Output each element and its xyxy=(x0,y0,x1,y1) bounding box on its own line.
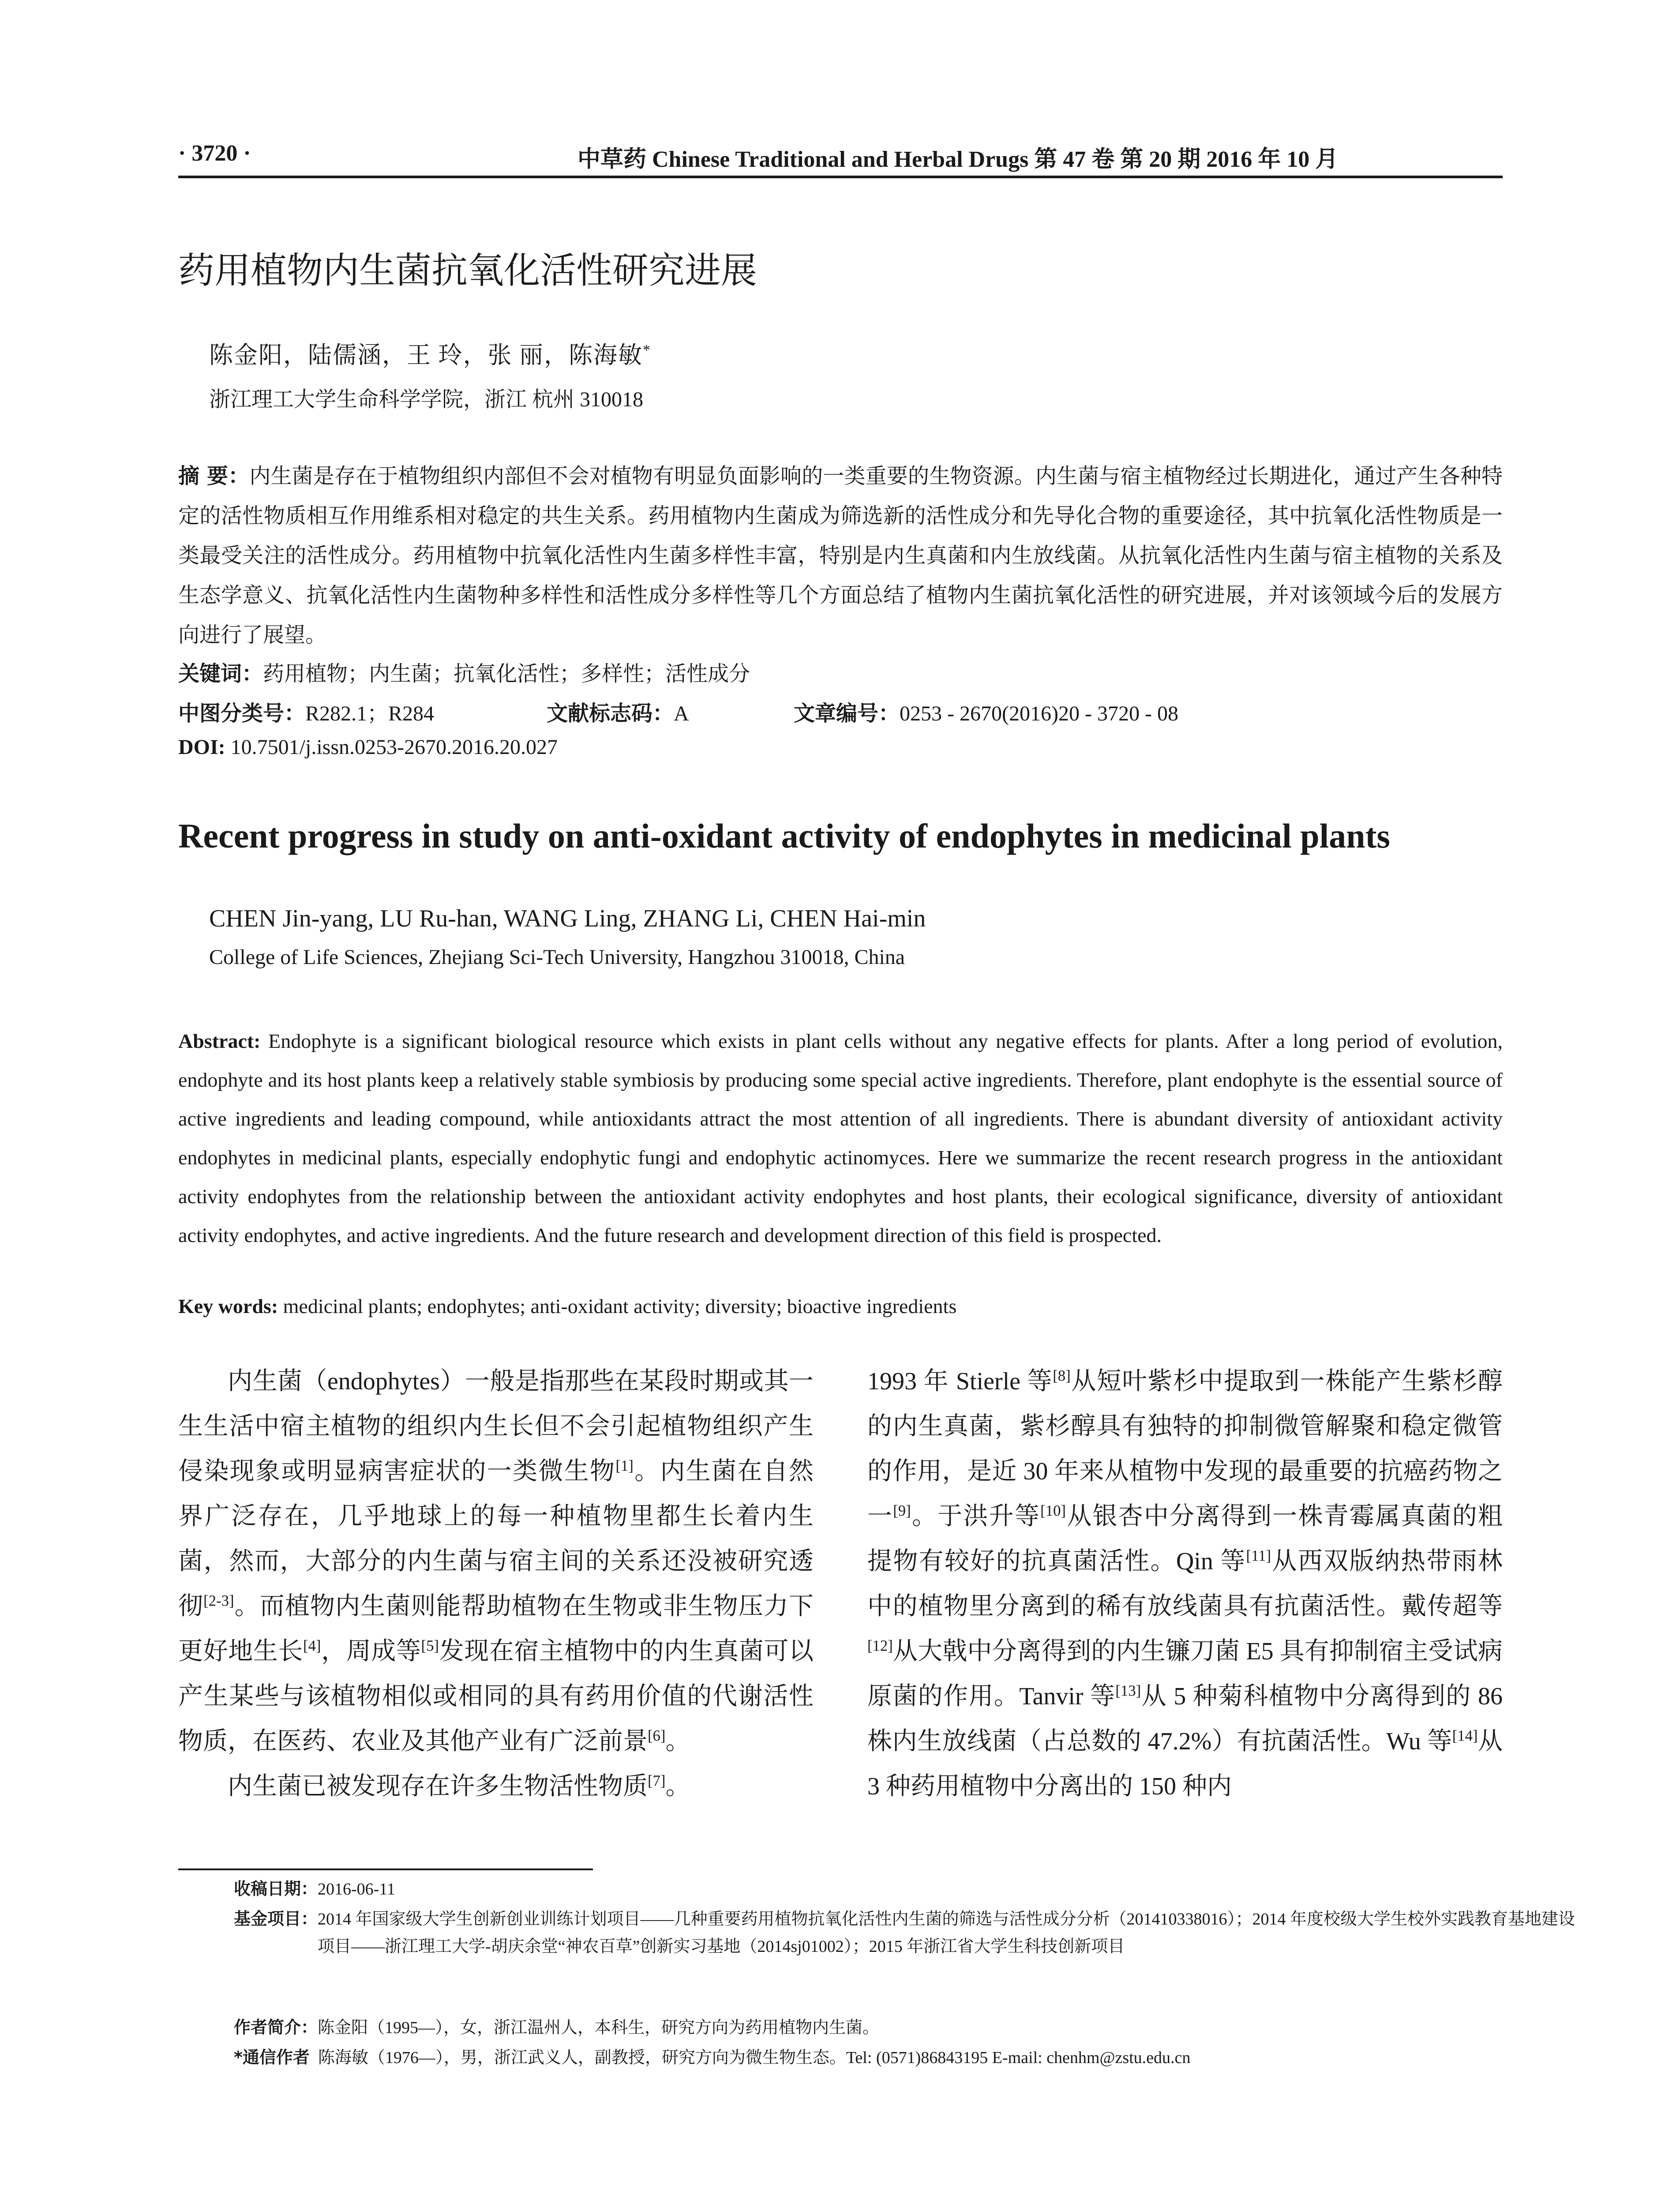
body-text: ，周成等 xyxy=(321,1638,421,1665)
author-bio-label: 作者简介： xyxy=(234,2018,318,2037)
corresponding-label: *通信作者 xyxy=(234,2048,310,2067)
keywords-cn-text: 药用植物；内生菌；抗氧化活性；多样性；活性成分 xyxy=(263,662,750,686)
clc-value: R282.1；R284 xyxy=(305,702,435,725)
doc-code-value: A xyxy=(674,702,689,725)
title-en: Recent progress in study on anti-oxidant activity of endophytes in medicinal plants xyxy=(178,817,1390,855)
fund-label: 基金项目： xyxy=(234,1909,318,1928)
body-text: 。 xyxy=(665,1728,690,1755)
body-text: 。而植物内生菌则能帮助植物在生物或非生物压力下更好地生长 xyxy=(178,1593,814,1665)
body-text: 从大戟中分离得到的内生镰刀菌 E5 具有抑制宿主受试病原菌的作用。Tanvir 等 xyxy=(867,1638,1503,1710)
author-bio-text: 陈金阳（1995—），女，浙江温州人，本科生，研究方向为药用植物内生菌。 xyxy=(318,2018,880,2037)
abstract-en xyxy=(178,1022,1503,1255)
doi-line xyxy=(178,735,558,759)
abstract-en-text: Endophyte is a significant biological resource which exists in plant cells without any negative effects for plants. After a long period of evolution, endophyte and its host plants keep a relatively stable symbiosis by producing some special active ingredients. Therefore, plant endophyte is the essential source of active ingredients and leading compound, while antioxidants attract the most attention of all ingredients. There is abundant diversity of antioxidant activity endophytes in medicinal plants, especially endophytic fungi and endophytic actinomyces. Here we summarize the recent research progress in the antioxidant activity endophytes from the relationship between the antioxidant activity endophytes and host plants, their ecological significance, diversity of antioxidant activity endophytes, and active ingredients. And the future research and development direction of this field is prospected. xyxy=(178,1030,1503,1246)
body-text: 从 3 种药用植物中分离出的 150 种内 xyxy=(867,1728,1503,1800)
body-text: 。 xyxy=(665,1773,690,1800)
keywords-cn-label: 关键词： xyxy=(178,661,263,686)
footnote-author xyxy=(234,2014,1504,2041)
body-text: 从短叶紫杉中提取到一株能产生紫杉醇的内生真菌，紫杉醇具有独特的抑制微管解聚和稳定微管的作用，是近 30 年来从植物中发现的最重要的抗癌药物之一 xyxy=(867,1368,1503,1530)
body-text: 1993 年 Stierle 等 xyxy=(867,1368,1053,1395)
body-text: 从银杏中分离得到一株青霉属真菌的粗提物有较好的抗真菌活性。Qin 等 xyxy=(867,1503,1503,1575)
authors-en: CHEN Jin-yang, LU Ru-han, WANG Ling, ZHANG Li, CHEN Hai-min xyxy=(209,905,926,932)
body-text: 从西双版纳热带雨林中的植物里分离到的稀有放线菌具有抗菌活性。戴传超等 xyxy=(867,1548,1503,1620)
fund-text: 2014 年国家级大学生创新创业训练计划项目——几种重要药用植物抗氧化活性内生菌的筛选与活性成分分析（201410338016）；2014 年度校级大学生校外实践教育基地建设项目——浙江理工大学-胡庆余堂“神农百草”创新实习基地（2014sj01002）；2015 年浙江省大学生科技创新项目 xyxy=(318,1910,1575,1956)
keywords-cn xyxy=(178,657,750,687)
body-text: 。内生菌在自然界广泛存在，几乎地球上的每一种植物里都生长着内生菌，然而，大部分的内生菌与宿主间的关系还没被研究透彻 xyxy=(178,1458,814,1620)
keywords-en-text: medicinal plants; endophytes; anti-oxidant activity; diversity; bioactive ingredients xyxy=(283,1295,957,1317)
title-cn: 药用植物内生菌抗氧化活性研究进展 xyxy=(178,250,758,292)
received-date: 2016-06-11 xyxy=(318,1880,395,1898)
body-paragraph xyxy=(178,1764,814,1809)
authors-cn-names: 陈金阳，陆儒涵，王 玲，张 丽，陈海敏 xyxy=(209,342,643,368)
citation-ref[interactable]: [5] xyxy=(421,1637,439,1654)
corresponding-mark: * xyxy=(643,342,651,358)
body-text: 从 5 种菊科植物中分离得到的 86 株内生放线菌（占总数的 47.2%）有抗菌活性。Wu 等 xyxy=(867,1683,1503,1755)
keywords-en-label: Key words: xyxy=(178,1295,278,1317)
clc-label: 中图分类号： xyxy=(178,701,306,726)
running-header xyxy=(178,140,1502,172)
corresponding-text: 陈海敏（1976—），男，浙江武义人，副教授，研究方向为微生物生态。Tel: (0571)86843195 E-mail: chenhm@zstu.edu.cn xyxy=(318,2048,1191,2067)
citation-ref[interactable]: [10] xyxy=(1040,1502,1066,1519)
citation-ref[interactable]: [8] xyxy=(1053,1367,1071,1384)
citation-ref[interactable]: [6] xyxy=(648,1727,666,1745)
header-rule xyxy=(178,176,1503,178)
doi-link[interactable]: 10.7501/j.issn.0253-2670.2016.20.027 xyxy=(230,735,558,759)
footnote-corresponding xyxy=(234,2044,1504,2071)
body-paragraph xyxy=(867,1359,1503,1809)
body-text: 内生菌已被发现存在许多生物活性物质 xyxy=(228,1773,648,1800)
page-number: · 3720 · xyxy=(178,141,251,166)
affiliation-en: College of Life Sciences, Zhejiang Sci-Tech University, Hangzhou 310018, China xyxy=(209,945,905,969)
article-number-label: 文章编号： xyxy=(794,701,900,726)
clc-number xyxy=(178,696,434,727)
citation-ref[interactable]: [7] xyxy=(648,1772,666,1790)
article-number xyxy=(794,696,1178,727)
footnote-fund xyxy=(234,1905,1588,1960)
body-text: 发现在宿主植物中的内生真菌可以产生某些与该植物相似或相同的具有药用价值的代谢活性物质，在医药、农业及其他产业有广泛前景 xyxy=(178,1638,814,1755)
citation-ref[interactable]: [13] xyxy=(1115,1682,1141,1700)
citation-ref[interactable]: [4] xyxy=(303,1637,321,1654)
citation-ref[interactable]: [12] xyxy=(867,1637,893,1654)
keywords-en xyxy=(178,1294,956,1318)
affiliation-cn: 浙江理工大学生命科学学院，浙江 杭州 310018 xyxy=(209,388,644,411)
body-column-left xyxy=(178,1359,814,1809)
authors-cn xyxy=(209,336,651,370)
classification-line xyxy=(178,696,1503,736)
abstract-cn xyxy=(178,456,1503,655)
body-text: 。于洪升等 xyxy=(911,1503,1041,1530)
abstract-en-label: Abstract: xyxy=(178,1030,261,1052)
citation-ref[interactable]: [11] xyxy=(1246,1547,1271,1564)
article-number-value: 0253 - 2670(2016)20 - 3720 - 08 xyxy=(900,702,1178,725)
journal-info: 中草药 Chinese Traditional and Herbal Drugs 第 47 卷 第 20 期 2016 年 10 月 xyxy=(578,147,1339,172)
body-column-right xyxy=(867,1359,1503,1809)
footnote-received xyxy=(234,1875,1504,1903)
abstract-cn-label: 摘 要： xyxy=(178,464,250,488)
received-label: 收稿日期： xyxy=(234,1879,318,1898)
body-text: 内生菌（endophytes）一般是指那些在某段时期或其一生生活中宿主植物的组织内生长但不会引起植物组织产生侵染现象或明显病害症状的一类微生物 xyxy=(178,1368,814,1485)
abstract-cn-text: 内生菌是存在于植物组织内部但不会对植物有明显负面影响的一类重要的生物资源。内生菌与宿主植物经过长期进化，通过产生各种特定的活性物质相互作用维系相对稳定的共生关系。药用植物内生菌成为筛选新的活性成分和先导化合物的重要途径，其中抗氧化活性物质是一类最受关注的活性成分。药用植物中抗氧化活性内生菌多样性丰富，特别是内生真菌和内生放线菌。从抗氧化活性内生菌与宿主植物的关系及生态学意义、抗氧化活性内生菌物种多样性和活性成分多样性等几个方面总结了植物内生菌抗氧化活性的研究进展，并对该领域今后的发展方向进行了展望。 xyxy=(178,465,1503,647)
document-code xyxy=(547,696,689,727)
citation-ref[interactable]: [14] xyxy=(1452,1727,1478,1745)
footnote-rule xyxy=(178,1868,593,1870)
citation-ref[interactable]: [9] xyxy=(893,1502,911,1519)
body-paragraph xyxy=(178,1359,814,1764)
citation-ref[interactable]: [2-3] xyxy=(203,1592,234,1609)
citation-ref[interactable]: [1] xyxy=(615,1457,634,1474)
doi-label: DOI: xyxy=(178,735,225,759)
doc-code-label: 文献标志码： xyxy=(547,701,674,726)
